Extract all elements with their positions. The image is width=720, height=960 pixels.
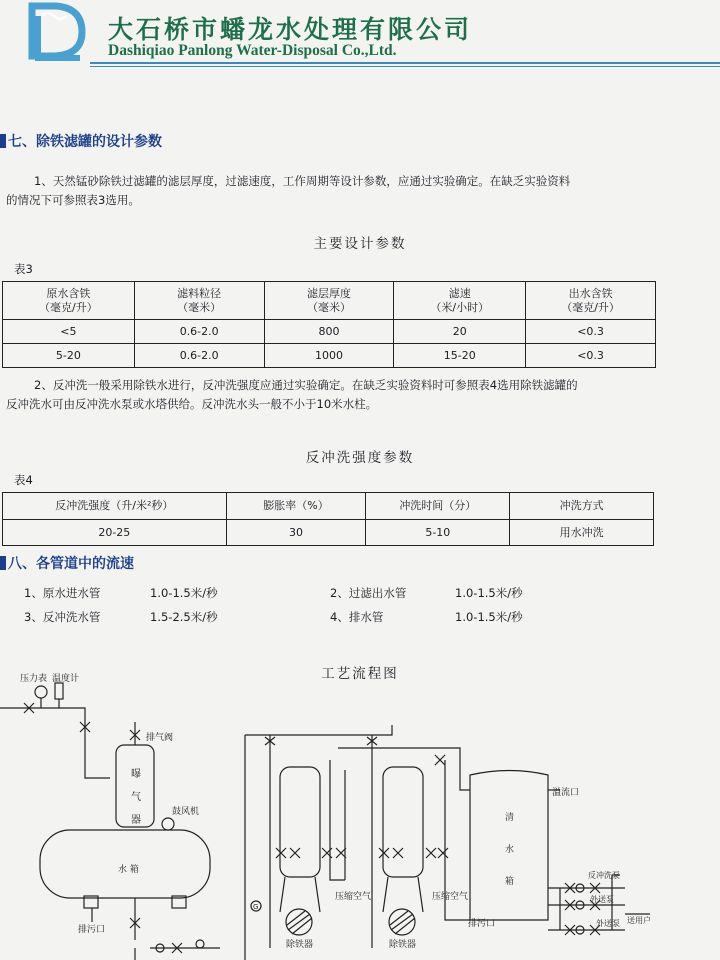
company-logo-icon bbox=[22, 2, 100, 66]
svg-text:G: G bbox=[253, 903, 259, 911]
table-header-row bbox=[3, 493, 654, 520]
table-header-cell: 原水含铁 （毫克/升） bbox=[3, 282, 135, 320]
supply-pump-label: 外送泵 bbox=[596, 919, 620, 928]
drain-label: 排污口 bbox=[78, 925, 106, 935]
table-header-row bbox=[3, 282, 656, 320]
compressed-air-label: 压缩空气 bbox=[432, 892, 469, 902]
table-header-cell: 滤料粒径 （毫米） bbox=[134, 282, 264, 320]
section-marker bbox=[0, 556, 6, 570]
table-header-cell: 出水含铁 （毫克/升） bbox=[526, 282, 656, 320]
backwash-pump-label: 反冲洗泵 bbox=[588, 871, 620, 880]
paragraph-1 bbox=[6, 172, 666, 210]
thermometer-icon bbox=[55, 683, 63, 699]
section-marker bbox=[0, 134, 6, 148]
table-header-cell: 冲洗方式 bbox=[510, 493, 654, 520]
aeration-tower-label: 气 bbox=[131, 792, 141, 803]
table-header-cell: 冲洗时间（分） bbox=[366, 493, 510, 520]
section-title-8 bbox=[0, 553, 134, 573]
table-cell: 15-20 bbox=[394, 344, 526, 368]
thermometer-label: 温度计 bbox=[52, 674, 80, 684]
deferrizer-label: 除铁器 bbox=[286, 940, 314, 950]
table-cell: <0.3 bbox=[526, 344, 656, 368]
supply-pump-label: 外送泵 bbox=[590, 895, 614, 904]
company-name-en: Dashiqiao Panlong Water-Disposal Co.,Ltd. bbox=[108, 42, 397, 59]
table-cell: <0.3 bbox=[526, 320, 656, 344]
flow-speed-label: 2、过滤出水管 bbox=[330, 586, 407, 600]
flow-speed-value: 1.0-1.5米/秒 bbox=[455, 586, 523, 600]
pressure-gauge-icon bbox=[35, 686, 47, 698]
table-row bbox=[3, 320, 656, 344]
table-cell: 1000 bbox=[264, 344, 394, 368]
outlet-pipe bbox=[245, 725, 392, 735]
inlet-pipe bbox=[0, 708, 110, 778]
blower-label: 鼓风机 bbox=[172, 807, 200, 817]
clear-tank-label: 清 bbox=[505, 813, 515, 823]
section-title-text: 七、除铁滤罐的设计参数 bbox=[8, 134, 162, 150]
table4-label: 表4 bbox=[14, 473, 33, 487]
paragraph-2 bbox=[6, 376, 666, 414]
process-flow-diagram bbox=[0, 660, 720, 960]
deferrizer-tank bbox=[383, 767, 423, 877]
table-cell: 5-10 bbox=[366, 520, 510, 546]
table-cell: 800 bbox=[264, 320, 394, 344]
table-cell: <5 bbox=[3, 320, 135, 344]
section-title-text: 八、各管道中的流速 bbox=[8, 556, 134, 572]
table-header-cell: 滤层厚度 （毫米） bbox=[264, 282, 394, 320]
section-title-7 bbox=[0, 131, 162, 151]
table-cell: 30 bbox=[226, 520, 366, 546]
table-cell: 5-20 bbox=[3, 344, 135, 368]
drain-label: 排污口 bbox=[468, 919, 496, 929]
water-tank-label: 水 箱 bbox=[118, 865, 139, 875]
table-header-cell: 反冲洗强度（升/米²秒） bbox=[3, 493, 227, 520]
table3-title: 主要设计参数 bbox=[313, 236, 407, 252]
compressed-air-label: 压缩空气 bbox=[335, 892, 372, 902]
to-user-label: 送用户 bbox=[627, 916, 651, 925]
table-row bbox=[3, 344, 656, 368]
table3-label: 表3 bbox=[14, 262, 33, 276]
table-cell: 20-25 bbox=[3, 520, 227, 546]
deferrizer-label: 除铁器 bbox=[389, 940, 417, 950]
backwash-params-table bbox=[2, 492, 654, 546]
exhaust-valve-label: 排气阀 bbox=[146, 733, 174, 743]
table-cell: 20 bbox=[394, 320, 526, 344]
table-header-cell: 滤速 （米/小时） bbox=[394, 282, 526, 320]
table-cell: 0.6-2.0 bbox=[134, 344, 264, 368]
pressure-gauge-label: 压力表 bbox=[20, 674, 48, 684]
paragraph-line: 反冲洗水可由反冲洗水泵或水塔供给。反冲洗水头一般不小于10米水柱。 bbox=[6, 397, 378, 411]
flow-speed-label: 1、原水进水管 bbox=[24, 586, 101, 600]
aeration-tower-label: 曝 bbox=[131, 769, 141, 780]
overflow-label: 溢流口 bbox=[552, 788, 580, 798]
company-name-cn: 大石桥市蟠龙水处理有限公司 bbox=[108, 15, 473, 44]
table-cell: 用水冲洗 bbox=[510, 520, 654, 546]
table-row bbox=[3, 520, 654, 546]
diagram-title: 工艺流程图 bbox=[321, 666, 399, 682]
deferrizer-tank bbox=[280, 767, 320, 877]
clear-tank-label: 水 bbox=[505, 845, 515, 855]
paragraph-line: 的情况下可参照表3选用。 bbox=[6, 193, 140, 207]
flow-speed-label: 3、反冲洗水管 bbox=[24, 610, 101, 624]
clear-tank-label: 箱 bbox=[505, 877, 515, 887]
table-cell: 0.6-2.0 bbox=[134, 320, 264, 344]
water-tank bbox=[40, 830, 210, 898]
flow-speed-value: 1.0-1.5米/秒 bbox=[455, 610, 523, 624]
table-header-cell: 膨胀率（%） bbox=[226, 493, 366, 520]
flow-speed-value: 1.5-2.5米/秒 bbox=[150, 610, 218, 624]
design-params-table bbox=[2, 281, 656, 368]
paragraph-line: 2、反冲洗一般采用除铁水进行，反冲洗强度应通过实验确定。在缺乏实验资料时可参照表4选用除铁滤罐的 bbox=[34, 378, 578, 392]
page-header bbox=[0, 0, 720, 80]
table4-title: 反冲洗强度参数 bbox=[305, 450, 415, 466]
aeration-tower-label: 器 bbox=[131, 815, 141, 826]
header-divider bbox=[90, 66, 720, 67]
blower-icon bbox=[162, 818, 174, 830]
flow-speed-label: 4、排水管 bbox=[330, 610, 384, 624]
paragraph-line: 1、天然锰砂除铁过滤罐的滤层厚度，过滤速度，工作周期等设计参数，应通过实验确定。在缺乏实验资料 bbox=[34, 174, 571, 188]
flow-speed-value: 1.0-1.5米/秒 bbox=[150, 586, 218, 600]
header-divider bbox=[90, 62, 720, 64]
